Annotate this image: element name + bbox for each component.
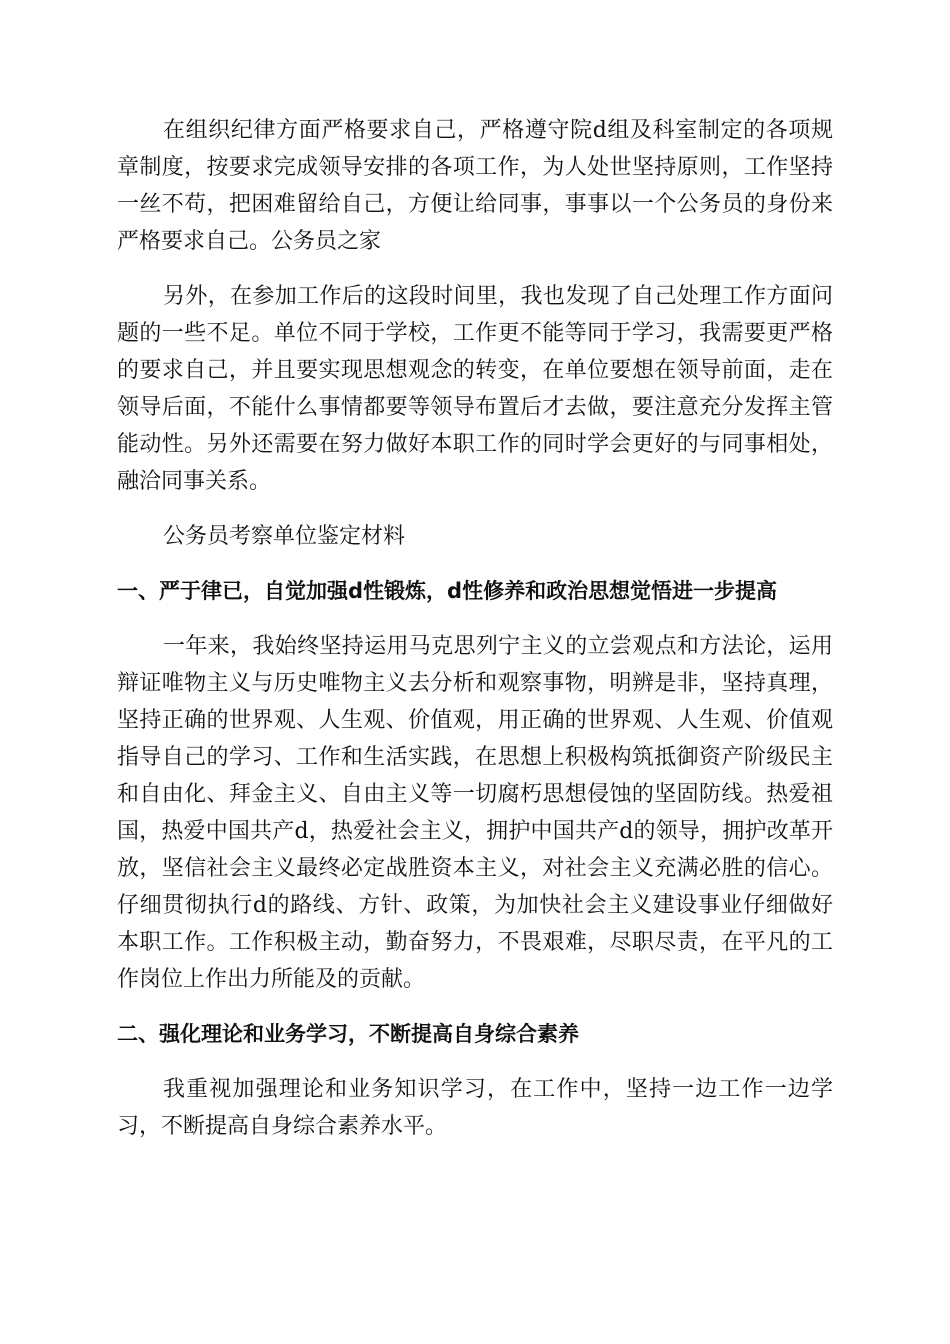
heading-1: 一、严于律已，自觉加强d性锻炼，d性修养和政治思想觉悟进一步提高 [117,579,778,603]
paragraph-discipline: 在组织纪律方面严格要求自己，严格遵守院d组及科室制定的各项规章制度，按要求完成领导安排的各项工作，为人处世坚持原则，工作坚持一丝不苟，把困难留给自己，方便让给同事，事事以一个公务员的身份来严格要求自己。公务员之家 [117,118,833,254]
document-page [117,112,833,1145]
paragraph-ideology: 一年来，我始终坚持运用马克思列宁主义的立尝观点和方法论，运用辩证唯物主义与历史唯物主义去分析和观察事物，明辨是非，坚持真理，坚持正确的世界观、人生观、价值观，用正确的世界观、人生观、价值观指导自己的学习、工作和生活实践，在思想上积极构筑抵御资产阶级民主和自由化、拜金主义、自由主义等一切腐朽思想侵蚀的坚固防线。热爱祖国，热爱中国共产d，热爱社会主义，拥护中国共产d的领导，拥护改革开放，坚信社会主义最终必定战胜资本主义，对社会主义充满必胜的信心。仔细贯彻执行d的路线、方针、政策，为加快社会主义建设事业仔细做好本职工作。工作积极主动，勤奋努力，不畏艰难，尽职尽责，在平凡的工作岗位上作出力所能及的贡献。 [117,634,833,992]
paragraph-shortcomings: 另外，在参加工作后的这段时间里，我也发现了自己处理工作方面问题的一些不足。单位不同于学校，工作更不能等同于学习，我需要更严格的要求自己，并且要实现思想观念的转变，在单位要想在领导前面，走在领导后面，不能什么事情都要等领导布置后才去做，要注意充分发挥主管能动性。另外还需要在努力做好本职工作的同时学会更好的与同事相处，融洽同事关系。 [117,284,833,494]
section-title: 公务员考察单位鉴定材料 [163,524,406,549]
paragraph-study: 我重视加强理论和业务知识学习，在工作中，坚持一边工作一边学习，不断提高自身综合素养水平。 [117,1077,833,1139]
heading-2: 二、强化理论和业务学习，不断提高自身综合素养 [117,1022,579,1046]
